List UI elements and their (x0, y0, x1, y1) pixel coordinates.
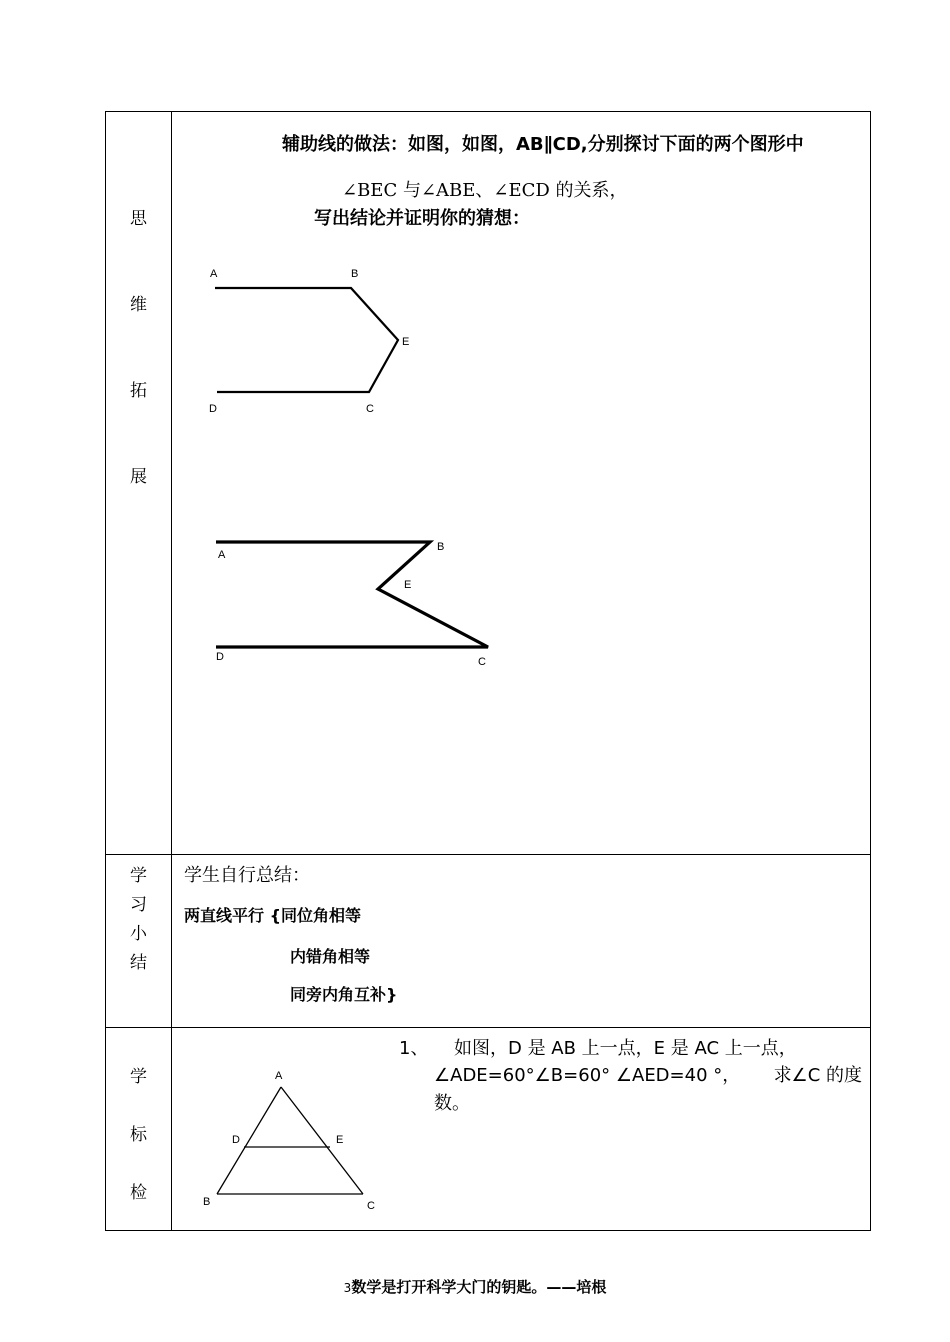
figure-1-polyline (215, 288, 398, 392)
target-check-content-cell (172, 1028, 871, 1231)
page-number: 3 (343, 1281, 352, 1295)
question-line-3: 数。 (434, 1093, 470, 1114)
side-label-char: 标 (130, 1125, 147, 1145)
footer-motto: 数学是打开科学大门的钥匙。——培根 (351, 1278, 607, 1296)
question-given-angles: ∠ADE=60°∠B=60° ∠AED=40 °， (434, 1065, 741, 1086)
side-label-char: 小 (130, 924, 147, 944)
side-label-char: 学 (130, 1067, 147, 1087)
side-label-char: 习 (130, 895, 147, 915)
side-label-char: 维 (130, 295, 147, 315)
point-label-e: E (404, 579, 412, 591)
learning-summary-label-cell (106, 855, 172, 1028)
side-label-char: 检 (130, 1183, 147, 1203)
question-line-1: 如图，D 是 AB 上一点，E 是 AC 上一点， (454, 1038, 797, 1059)
problem-instruction: 写出结论并证明你的猜想： (314, 208, 530, 229)
point-label-c: C (366, 403, 374, 415)
learning-summary-content-cell (172, 855, 871, 1028)
summary-title: 学生自行总结： (184, 865, 310, 886)
summary-line-alternate: 内错角相等 (290, 947, 371, 966)
side-label-char: 思 (130, 209, 147, 229)
question-line-2 (434, 1061, 862, 1087)
thinking-extension-row (106, 112, 871, 855)
problem-angle-relation: ∠BEC 与∠ABE、∠ECD 的关系， (342, 180, 628, 201)
figure-1-diagram (202, 262, 422, 422)
point-label-b: B (203, 1196, 211, 1208)
point-label-b: B (351, 268, 359, 280)
point-label-d: D (232, 1134, 240, 1146)
point-label-a: A (275, 1070, 283, 1082)
target-check-row (106, 1028, 871, 1231)
summary-line-corresponding: 两直线平行 {同位角相等 (184, 906, 361, 925)
point-label-d: D (209, 403, 217, 415)
point-label-a: A (210, 268, 218, 280)
lesson-table (105, 111, 871, 1231)
thinking-extension-label-cell (106, 112, 172, 855)
side-label-char: 展 (130, 467, 147, 487)
side-label-char: 学 (130, 866, 147, 886)
learning-summary-row (106, 855, 871, 1028)
page-footer (0, 1276, 950, 1297)
side-label-char: 结 (130, 953, 147, 973)
question-ask: 求∠C 的度 (773, 1065, 862, 1086)
question-number: 1、 (399, 1038, 429, 1059)
point-label-d: D (216, 651, 224, 663)
target-check-label-cell (106, 1028, 172, 1231)
side-label-char: 拓 (130, 381, 147, 401)
point-label-a: A (218, 549, 226, 561)
point-label-e: E (402, 336, 410, 348)
point-label-e: E (336, 1134, 344, 1146)
summary-line-consecutive: 同旁内角互补} (290, 985, 398, 1004)
figure-2-polyline (216, 542, 488, 647)
triangle-figure (197, 1064, 387, 1214)
problem-title: 辅助线的做法：如图，如图，AB∥CD,分别探讨下面的两个图形中 (282, 134, 804, 155)
figure-2-diagram (202, 527, 502, 672)
point-label-b: B (437, 541, 445, 553)
point-label-c: C (367, 1200, 375, 1212)
thinking-extension-content-cell (172, 112, 871, 855)
point-label-c: C (478, 656, 486, 668)
